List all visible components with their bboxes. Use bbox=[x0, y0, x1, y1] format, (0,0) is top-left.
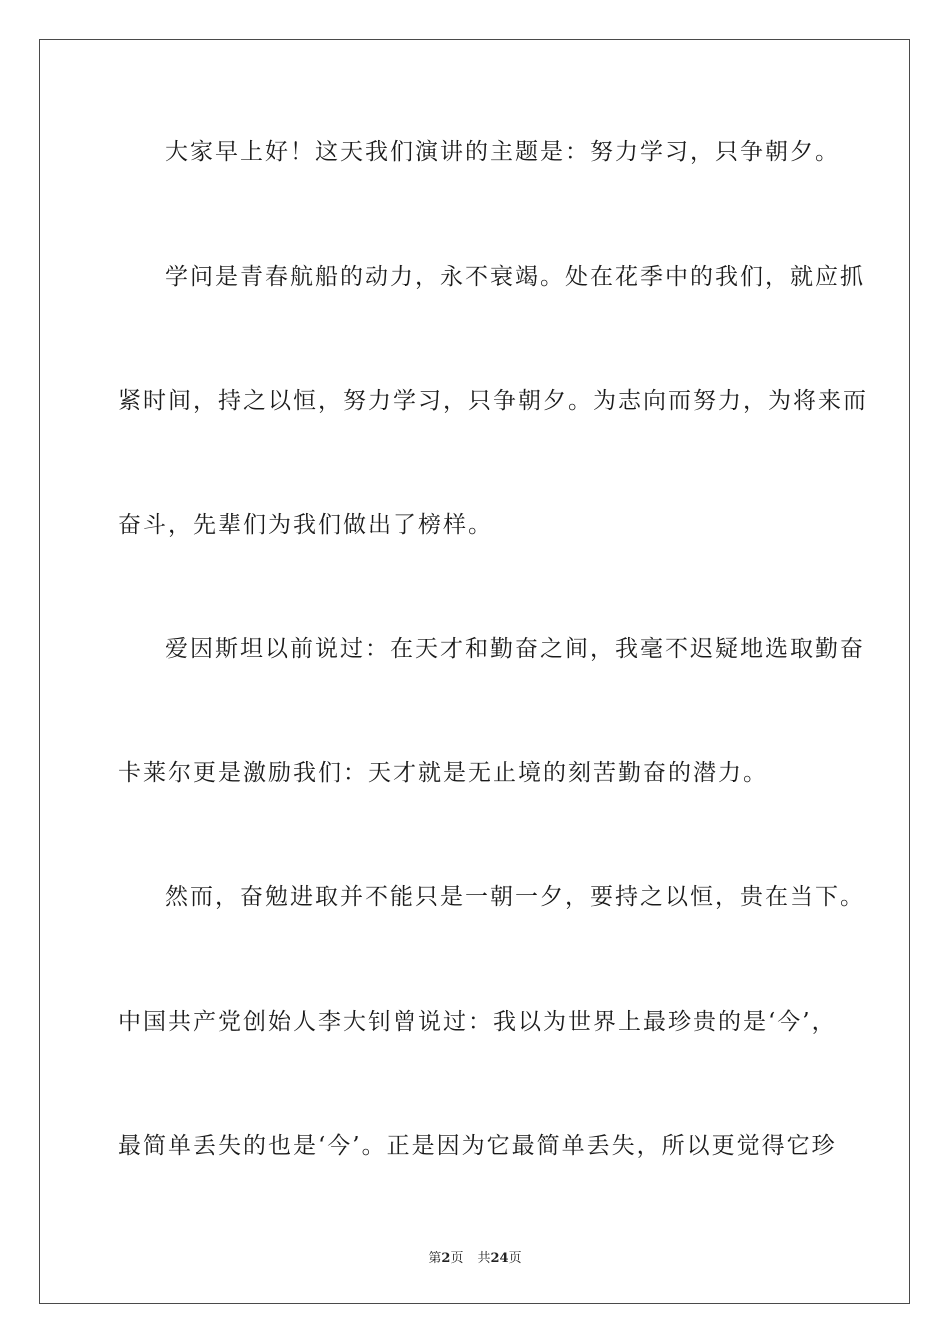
page-number: 2 bbox=[441, 1251, 451, 1266]
text-line: 爱因斯坦以前说过：在天才和勤奋之间，我毫不迟疑地选取勤奋 bbox=[165, 636, 865, 662]
page-footer bbox=[0, 1247, 950, 1266]
page-border bbox=[39, 39, 910, 1304]
text-line: 学问是青春航船的动力，永不衰竭。处在花季中的我们，就应抓 bbox=[165, 264, 865, 290]
text-line: 大家早上好！这天我们演讲的主题是：努力学习，只争朝夕。 bbox=[165, 139, 840, 165]
page-prefix: 第 bbox=[428, 1251, 442, 1266]
total-pages: 24 bbox=[490, 1251, 509, 1266]
text-line: 奋斗，先辈们为我们做出了榜样。 bbox=[118, 512, 493, 538]
total-suffix: 页 bbox=[508, 1251, 522, 1266]
total-prefix: 共 bbox=[477, 1251, 491, 1266]
text-line: 紧时间，持之以恒，努力学习，只争朝夕。为志向而努力，为将来而 bbox=[118, 388, 868, 414]
text-line: 卡莱尔更是激励我们：天才就是无止境的刻苦勤奋的潜力。 bbox=[118, 760, 768, 786]
text-line: 中国共产党创始人李大钊曾说过：我以为世界上最珍贵的是‘今’， bbox=[118, 1009, 837, 1035]
page-suffix: 页 bbox=[450, 1251, 464, 1266]
text-line: 然而，奋勉进取并不能只是一朝一夕，要持之以恒，贵在当下。 bbox=[165, 884, 865, 910]
text-line: 最简单丢失的也是‘今’。正是因为它最简单丢失，所以更觉得它珍 bbox=[118, 1133, 837, 1159]
